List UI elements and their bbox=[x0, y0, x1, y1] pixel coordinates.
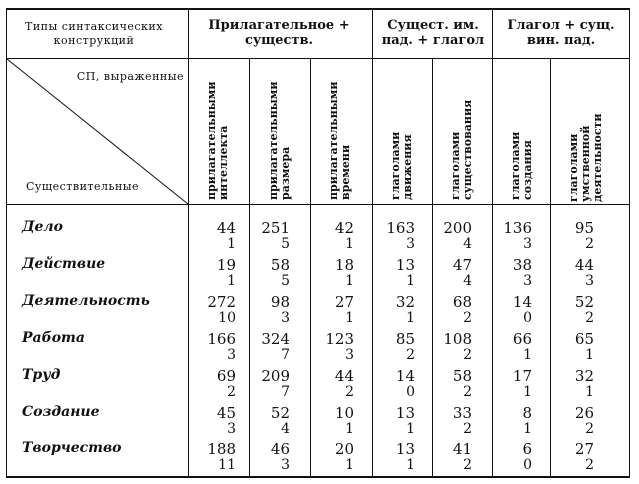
value-cell: 14 bbox=[395, 367, 415, 385]
table-right-border bbox=[629, 8, 630, 478]
value-cell: 38 bbox=[512, 256, 532, 274]
row-noun: Создание bbox=[22, 404, 100, 420]
value-cell: 108 bbox=[443, 330, 472, 348]
value-cell: 188 bbox=[207, 440, 236, 458]
value-cell: 11 bbox=[218, 457, 236, 473]
value-cell: 32 bbox=[574, 367, 594, 385]
value-cell: 1 bbox=[345, 457, 354, 473]
value-cell: 20 bbox=[334, 440, 354, 458]
row-noun: Действие bbox=[22, 256, 106, 272]
value-cell: 1 bbox=[406, 457, 415, 473]
value-cell: 44 bbox=[574, 256, 594, 274]
value-cell: 0 bbox=[523, 457, 532, 473]
value-cell: 41 bbox=[452, 440, 472, 458]
value-cell: 1 bbox=[345, 236, 354, 252]
value-cell: 136 bbox=[503, 219, 532, 237]
value-cell: 0 bbox=[406, 384, 415, 400]
value-cell: 1 bbox=[406, 421, 415, 437]
value-cell: 85 bbox=[395, 330, 415, 348]
value-cell: 95 bbox=[574, 219, 594, 237]
value-cell: 166 bbox=[207, 330, 236, 348]
value-cell: 4 bbox=[281, 421, 290, 437]
value-cell: 3 bbox=[406, 236, 415, 252]
value-cell: 58 bbox=[270, 256, 290, 274]
value-cell: 32 bbox=[395, 293, 415, 311]
value-cell: 200 bbox=[443, 219, 472, 237]
col-header-motion: глаголами движения bbox=[389, 131, 414, 200]
value-cell: 27 bbox=[334, 293, 354, 311]
value-cell: 17 bbox=[512, 367, 532, 385]
value-cell: 2 bbox=[585, 236, 594, 252]
value-cell: 45 bbox=[216, 404, 236, 422]
value-cell: 10 bbox=[218, 310, 236, 326]
value-cell: 2 bbox=[463, 384, 472, 400]
group-header-noun-verb: Сущест. им. пад. + глагол bbox=[381, 18, 485, 48]
value-cell: 1 bbox=[406, 273, 415, 289]
group-header-adj-noun: Прилагательное + существ. bbox=[208, 18, 350, 48]
value-cell: 3 bbox=[281, 310, 290, 326]
value-cell: 14 bbox=[512, 293, 532, 311]
value-cell: 2 bbox=[585, 421, 594, 437]
value-cell: 46 bbox=[270, 440, 290, 458]
value-cell: 58 bbox=[452, 367, 472, 385]
group-header-verb-noun: Глагол + сущ. вин. пад. bbox=[507, 18, 615, 48]
col-header-size: прилагательными размера bbox=[267, 81, 292, 200]
value-cell: 8 bbox=[522, 404, 532, 422]
value-cell: 42 bbox=[334, 219, 354, 237]
value-cell: 13 bbox=[395, 440, 415, 458]
value-cell: 44 bbox=[216, 219, 236, 237]
col-header-intellect: прилагательными интеллекта bbox=[205, 81, 230, 200]
row-noun: Дело bbox=[22, 219, 63, 235]
value-cell: 3 bbox=[227, 421, 236, 437]
col-header-time: прилагательными времени bbox=[327, 81, 352, 200]
value-cell: 4 bbox=[463, 236, 472, 252]
value-cell: 7 bbox=[281, 347, 290, 363]
value-cell: 26 bbox=[574, 404, 594, 422]
value-cell: 3 bbox=[227, 347, 236, 363]
value-cell: 0 bbox=[523, 310, 532, 326]
row-noun: Труд bbox=[22, 367, 61, 383]
value-cell: 2 bbox=[585, 457, 594, 473]
row-noun: Деятельность bbox=[22, 293, 150, 309]
value-cell: 3 bbox=[523, 236, 532, 252]
value-cell: 4 bbox=[463, 273, 472, 289]
value-cell: 1 bbox=[523, 384, 532, 400]
value-cell: 123 bbox=[325, 330, 354, 348]
value-cell: 1 bbox=[585, 347, 594, 363]
row-noun: Творчество bbox=[22, 440, 122, 456]
value-cell: 69 bbox=[216, 367, 236, 385]
value-cell: 52 bbox=[270, 404, 290, 422]
value-cell: 19 bbox=[216, 256, 236, 274]
diagonal-label-top: СП, выраженные bbox=[76, 70, 184, 83]
value-cell: 47 bbox=[452, 256, 472, 274]
value-cell: 1 bbox=[345, 421, 354, 437]
value-cell: 10 bbox=[334, 404, 354, 422]
value-cell: 66 bbox=[512, 330, 532, 348]
value-cell: 163 bbox=[386, 219, 415, 237]
value-cell: 3 bbox=[523, 273, 532, 289]
value-cell: 44 bbox=[334, 367, 354, 385]
row-noun: Работа bbox=[22, 330, 85, 346]
col-header-creation: глаголами создания bbox=[509, 131, 534, 200]
value-cell: 27 bbox=[574, 440, 594, 458]
value-cell: 1 bbox=[523, 347, 532, 363]
value-cell: 2 bbox=[463, 347, 472, 363]
value-cell: 33 bbox=[452, 404, 472, 422]
value-cell: 98 bbox=[270, 293, 290, 311]
value-cell: 2 bbox=[463, 457, 472, 473]
value-cell: 324 bbox=[261, 330, 290, 348]
value-cell: 65 bbox=[574, 330, 594, 348]
value-cell: 5 bbox=[281, 273, 290, 289]
value-cell: 2 bbox=[463, 310, 472, 326]
value-cell: 2 bbox=[345, 384, 354, 400]
value-cell: 1 bbox=[406, 310, 415, 326]
value-cell: 2 bbox=[463, 421, 472, 437]
value-cell: 1 bbox=[585, 384, 594, 400]
value-cell: 5 bbox=[281, 236, 290, 252]
table-bottom-border bbox=[6, 476, 630, 478]
value-cell: 251 bbox=[261, 219, 290, 237]
value-cell: 209 bbox=[261, 367, 290, 385]
value-cell: 2 bbox=[585, 310, 594, 326]
value-cell: 68 bbox=[452, 293, 472, 311]
value-cell: 1 bbox=[345, 273, 354, 289]
diagonal-label-bottom: Существительные bbox=[26, 180, 140, 193]
value-cell: 6 bbox=[522, 440, 532, 458]
value-cell: 1 bbox=[227, 236, 236, 252]
col-header-existence: глаголами существования bbox=[449, 99, 474, 200]
value-cell: 3 bbox=[345, 347, 354, 363]
value-cell: 272 bbox=[207, 293, 236, 311]
value-cell: 1 bbox=[227, 273, 236, 289]
value-cell: 18 bbox=[334, 256, 354, 274]
syntax-table bbox=[6, 8, 630, 478]
value-cell: 3 bbox=[281, 457, 290, 473]
value-cell: 1 bbox=[523, 421, 532, 437]
value-cell: 2 bbox=[406, 347, 415, 363]
col-header-mental-activity: глаголами умственной деятельности bbox=[567, 113, 604, 202]
value-cell: 52 bbox=[574, 293, 594, 311]
value-cell: 13 bbox=[395, 256, 415, 274]
value-cell: 7 bbox=[281, 384, 290, 400]
value-cell: 3 bbox=[585, 273, 594, 289]
value-cell: 1 bbox=[345, 310, 354, 326]
value-cell: 13 bbox=[395, 404, 415, 422]
value-cell: 2 bbox=[227, 384, 236, 400]
table-top-border bbox=[6, 8, 630, 10]
row-type-label: Типы синтаксических конструкций bbox=[25, 20, 163, 47]
